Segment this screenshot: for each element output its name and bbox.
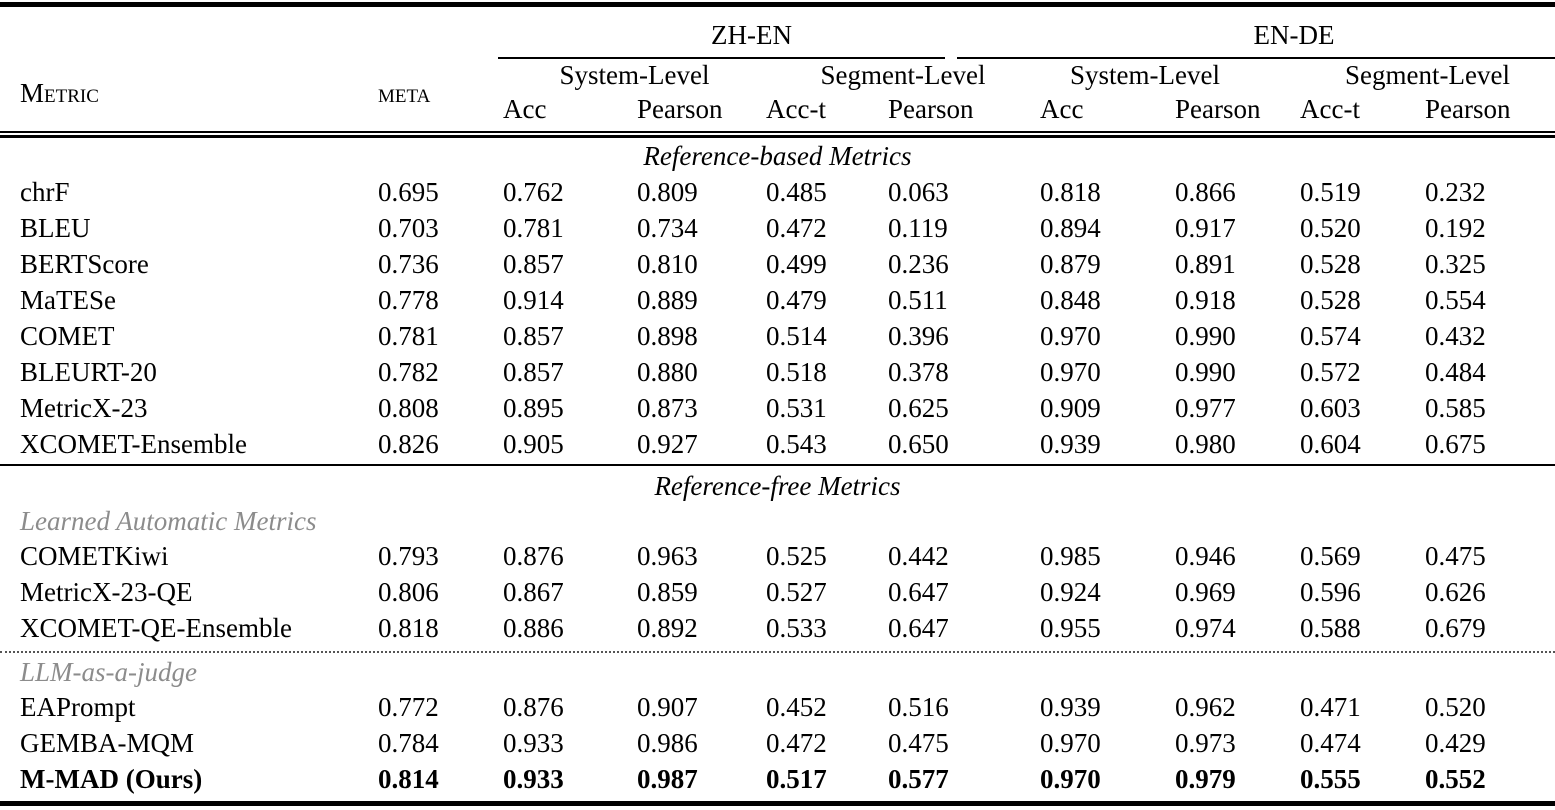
value-cell: 0.969 — [1175, 576, 1236, 607]
value-cell: 0.517 — [766, 763, 827, 794]
table-row — [0, 610, 1555, 646]
group-underline-row — [0, 57, 1555, 59]
value-cell: 0.604 — [1300, 428, 1361, 459]
value-cell: 0.647 — [888, 612, 949, 643]
col-header-zh-seg-pearson: Pearson — [888, 94, 974, 124]
value-cell: 0.675 — [1425, 428, 1486, 459]
table-row — [0, 246, 1555, 282]
metric-name: XCOMET-Ensemble — [20, 428, 247, 459]
value-cell: 0.378 — [888, 356, 949, 387]
value-cell: 0.472 — [766, 212, 827, 243]
value-cell: 0.886 — [503, 612, 564, 643]
value-cell: 0.927 — [637, 428, 698, 459]
value-cell: 0.889 — [637, 284, 698, 315]
value-cell: 0.679 — [1425, 612, 1486, 643]
value-cell: 0.946 — [1175, 540, 1236, 571]
value-cell: 0.525 — [766, 540, 827, 571]
value-cell: 0.894 — [1040, 212, 1101, 243]
table-row — [0, 538, 1555, 574]
value-cell: 0.987 — [637, 763, 698, 794]
spacer — [945, 57, 957, 59]
value-cell: 0.818 — [378, 612, 439, 643]
value-cell: 0.898 — [637, 320, 698, 351]
value-cell: 0.782 — [378, 356, 439, 387]
column-header-block — [0, 59, 1555, 127]
value-cell: 0.857 — [503, 248, 564, 279]
value-cell: 0.990 — [1175, 356, 1236, 387]
table-row — [0, 390, 1555, 426]
value-cell: 0.520 — [1425, 691, 1486, 722]
metric-name: EAPrompt — [20, 691, 136, 722]
table-row — [0, 282, 1555, 318]
value-cell: 0.569 — [1300, 540, 1361, 571]
value-cell: 0.192 — [1425, 212, 1486, 243]
table-row — [0, 210, 1555, 246]
group-spacer — [0, 7, 498, 57]
metric-name: MetricX-23-QE — [20, 576, 193, 607]
value-cell: 0.778 — [378, 284, 439, 315]
metric-name: MetricX-23 — [20, 392, 148, 423]
value-cell: 0.574 — [1300, 320, 1361, 351]
metrics-table — [0, 2, 1555, 810]
value-cell: 0.475 — [888, 727, 949, 758]
metric-name: COMETKiwi — [20, 540, 169, 571]
value-cell: 0.909 — [1040, 392, 1101, 423]
col-header-en-acc: Acc — [1040, 94, 1084, 124]
value-cell: 0.432 — [1425, 320, 1486, 351]
subsection-learned-automatic-metrics: Learned Automatic Metrics — [20, 506, 317, 536]
value-cell: 0.979 — [1175, 763, 1236, 794]
value-cell: 0.479 — [766, 284, 827, 315]
value-cell: 0.232 — [1425, 176, 1486, 207]
value-cell: 0.552 — [1425, 763, 1486, 794]
en-system-level-header: System-Level — [1070, 60, 1220, 90]
subsection-llm-as-a-judge: LLM-as-a-judge — [20, 657, 197, 687]
col-header-zh-acc: Acc — [503, 94, 547, 124]
value-cell: 0.963 — [637, 540, 698, 571]
meta-column-header: meta — [378, 77, 431, 108]
table-row — [0, 318, 1555, 354]
value-cell: 0.119 — [888, 212, 948, 243]
value-cell: 0.772 — [378, 691, 439, 722]
value-cell: 0.625 — [888, 392, 949, 423]
bottom-rule — [0, 801, 1555, 806]
value-cell: 0.939 — [1040, 428, 1101, 459]
value-cell: 0.647 — [888, 576, 949, 607]
value-cell: 0.880 — [637, 356, 698, 387]
table-row — [0, 426, 1555, 462]
value-cell: 0.907 — [637, 691, 698, 722]
value-cell: 0.784 — [378, 727, 439, 758]
metric-name: GEMBA-MQM — [20, 727, 195, 758]
value-cell: 0.543 — [766, 428, 827, 459]
value-cell: 0.781 — [503, 212, 564, 243]
value-cell: 0.973 — [1175, 727, 1236, 758]
value-cell: 0.695 — [378, 176, 439, 207]
value-cell: 0.442 — [888, 540, 949, 571]
value-cell: 0.857 — [503, 356, 564, 387]
table-row — [0, 725, 1555, 761]
section-divider-rule — [0, 464, 1555, 466]
value-cell: 0.866 — [1175, 176, 1236, 207]
value-cell: 0.533 — [766, 612, 827, 643]
value-cell: 0.516 — [888, 691, 949, 722]
value-cell: 0.474 — [1300, 727, 1361, 758]
value-cell: 0.650 — [888, 428, 949, 459]
value-cell: 0.933 — [503, 727, 564, 758]
value-cell: 0.990 — [1175, 320, 1236, 351]
value-cell: 0.555 — [1300, 763, 1361, 794]
group-gap — [945, 7, 957, 57]
value-cell: 0.236 — [888, 248, 949, 279]
value-cell: 0.857 — [503, 320, 564, 351]
dotted-divider-rule — [0, 651, 1555, 653]
value-cell: 0.063 — [888, 176, 949, 207]
value-cell: 0.873 — [637, 392, 698, 423]
col-header-en-seg-pearson: Pearson — [1425, 94, 1511, 124]
table-row — [0, 354, 1555, 390]
value-cell: 0.514 — [766, 320, 827, 351]
group-en-de — [957, 7, 1555, 57]
value-cell: 0.892 — [637, 612, 698, 643]
value-cell: 0.626 — [1425, 576, 1486, 607]
col-header-zh-pearson: Pearson — [637, 94, 723, 124]
value-cell: 0.818 — [1040, 176, 1101, 207]
value-cell: 0.396 — [888, 320, 949, 351]
value-cell: 0.859 — [637, 576, 698, 607]
value-cell: 0.985 — [1040, 540, 1101, 571]
value-cell: 0.572 — [1300, 356, 1361, 387]
value-cell: 0.781 — [378, 320, 439, 351]
value-cell: 0.848 — [1040, 284, 1101, 315]
value-cell: 0.970 — [1040, 763, 1101, 794]
value-cell: 0.974 — [1175, 612, 1236, 643]
value-cell: 0.325 — [1425, 248, 1486, 279]
value-cell: 0.528 — [1300, 284, 1361, 315]
value-cell: 0.808 — [378, 392, 439, 423]
value-cell: 0.452 — [766, 691, 827, 722]
value-cell: 0.879 — [1040, 248, 1101, 279]
value-cell: 0.895 — [503, 392, 564, 423]
value-cell: 0.962 — [1175, 691, 1236, 722]
value-cell: 0.970 — [1040, 727, 1101, 758]
value-cell: 0.933 — [503, 763, 564, 794]
value-cell: 0.917 — [1175, 212, 1236, 243]
spacer — [0, 57, 498, 59]
value-cell: 0.703 — [378, 212, 439, 243]
metric-name: BERTScore — [20, 248, 149, 279]
value-cell: 0.511 — [888, 284, 948, 315]
table-row — [0, 574, 1555, 610]
value-cell: 0.499 — [766, 248, 827, 279]
zh-en-underline — [498, 57, 945, 59]
en-de-underline — [957, 57, 1555, 59]
value-cell: 0.762 — [503, 176, 564, 207]
group-zh-en — [498, 7, 945, 57]
value-cell: 0.485 — [766, 176, 827, 207]
metric-column-header: Metric — [20, 77, 99, 108]
value-cell: 0.603 — [1300, 392, 1361, 423]
value-cell: 0.585 — [1425, 392, 1486, 423]
value-cell: 0.980 — [1175, 428, 1236, 459]
zh-segment-level-header: Segment-Level — [820, 60, 986, 90]
value-cell: 0.531 — [766, 392, 827, 423]
value-cell: 0.876 — [503, 540, 564, 571]
value-cell: 0.429 — [1425, 727, 1486, 758]
value-cell: 0.471 — [1300, 691, 1361, 722]
value-cell: 0.814 — [378, 763, 439, 794]
metric-name: BLEURT-20 — [20, 356, 157, 387]
col-header-en-pearson: Pearson — [1175, 94, 1261, 124]
value-cell: 0.484 — [1425, 356, 1486, 387]
value-cell: 0.955 — [1040, 612, 1101, 643]
section-header-reference-free: Reference-free Metrics — [654, 471, 901, 501]
group-en-de-label: EN-DE — [1253, 20, 1335, 50]
metric-name: M-MAD (Ours) — [20, 763, 203, 794]
value-cell: 0.527 — [766, 576, 827, 607]
header-rule — [0, 131, 1555, 138]
table-row-ours — [0, 761, 1555, 797]
value-cell: 0.518 — [766, 356, 827, 387]
col-header-en-acct: Acc-t — [1300, 94, 1360, 124]
value-cell: 0.876 — [503, 691, 564, 722]
col-header-zh-acct: Acc-t — [766, 94, 826, 124]
value-cell: 0.924 — [1040, 576, 1101, 607]
value-cell: 0.939 — [1040, 691, 1101, 722]
value-cell: 0.588 — [1300, 612, 1361, 643]
metric-name: MaTESe — [20, 284, 116, 315]
zh-system-level-header: System-Level — [559, 60, 710, 90]
metric-name: chrF — [20, 176, 70, 207]
value-cell: 0.734 — [637, 212, 698, 243]
value-cell: 0.577 — [888, 763, 949, 794]
value-cell: 0.736 — [378, 248, 439, 279]
value-cell: 0.793 — [378, 540, 439, 571]
value-cell: 0.809 — [637, 176, 698, 207]
group-zh-en-label: ZH-EN — [711, 20, 792, 50]
table-row — [0, 174, 1555, 210]
value-cell: 0.918 — [1175, 284, 1236, 315]
value-cell: 0.472 — [766, 727, 827, 758]
value-cell: 0.520 — [1300, 212, 1361, 243]
section-header-reference-based: Reference-based Metrics — [643, 141, 912, 171]
value-cell: 0.519 — [1300, 176, 1361, 207]
value-cell: 0.977 — [1175, 392, 1236, 423]
value-cell: 0.914 — [503, 284, 564, 315]
value-cell: 0.986 — [637, 727, 698, 758]
group-header-row — [0, 7, 1555, 57]
metric-name: XCOMET-QE-Ensemble — [20, 612, 292, 643]
value-cell: 0.905 — [503, 428, 564, 459]
table-row — [0, 689, 1555, 725]
value-cell: 0.891 — [1175, 248, 1236, 279]
value-cell: 0.970 — [1040, 356, 1101, 387]
value-cell: 0.475 — [1425, 540, 1486, 571]
value-cell: 0.528 — [1300, 248, 1361, 279]
value-cell: 0.810 — [637, 248, 698, 279]
value-cell: 0.826 — [378, 428, 439, 459]
value-cell: 0.970 — [1040, 320, 1101, 351]
metric-name: BLEU — [20, 212, 91, 243]
metric-name: COMET — [20, 320, 115, 351]
value-cell: 0.554 — [1425, 284, 1486, 315]
value-cell: 0.806 — [378, 576, 439, 607]
value-cell: 0.596 — [1300, 576, 1361, 607]
value-cell: 0.867 — [503, 576, 564, 607]
en-segment-level-header: Segment-Level — [1345, 60, 1510, 90]
